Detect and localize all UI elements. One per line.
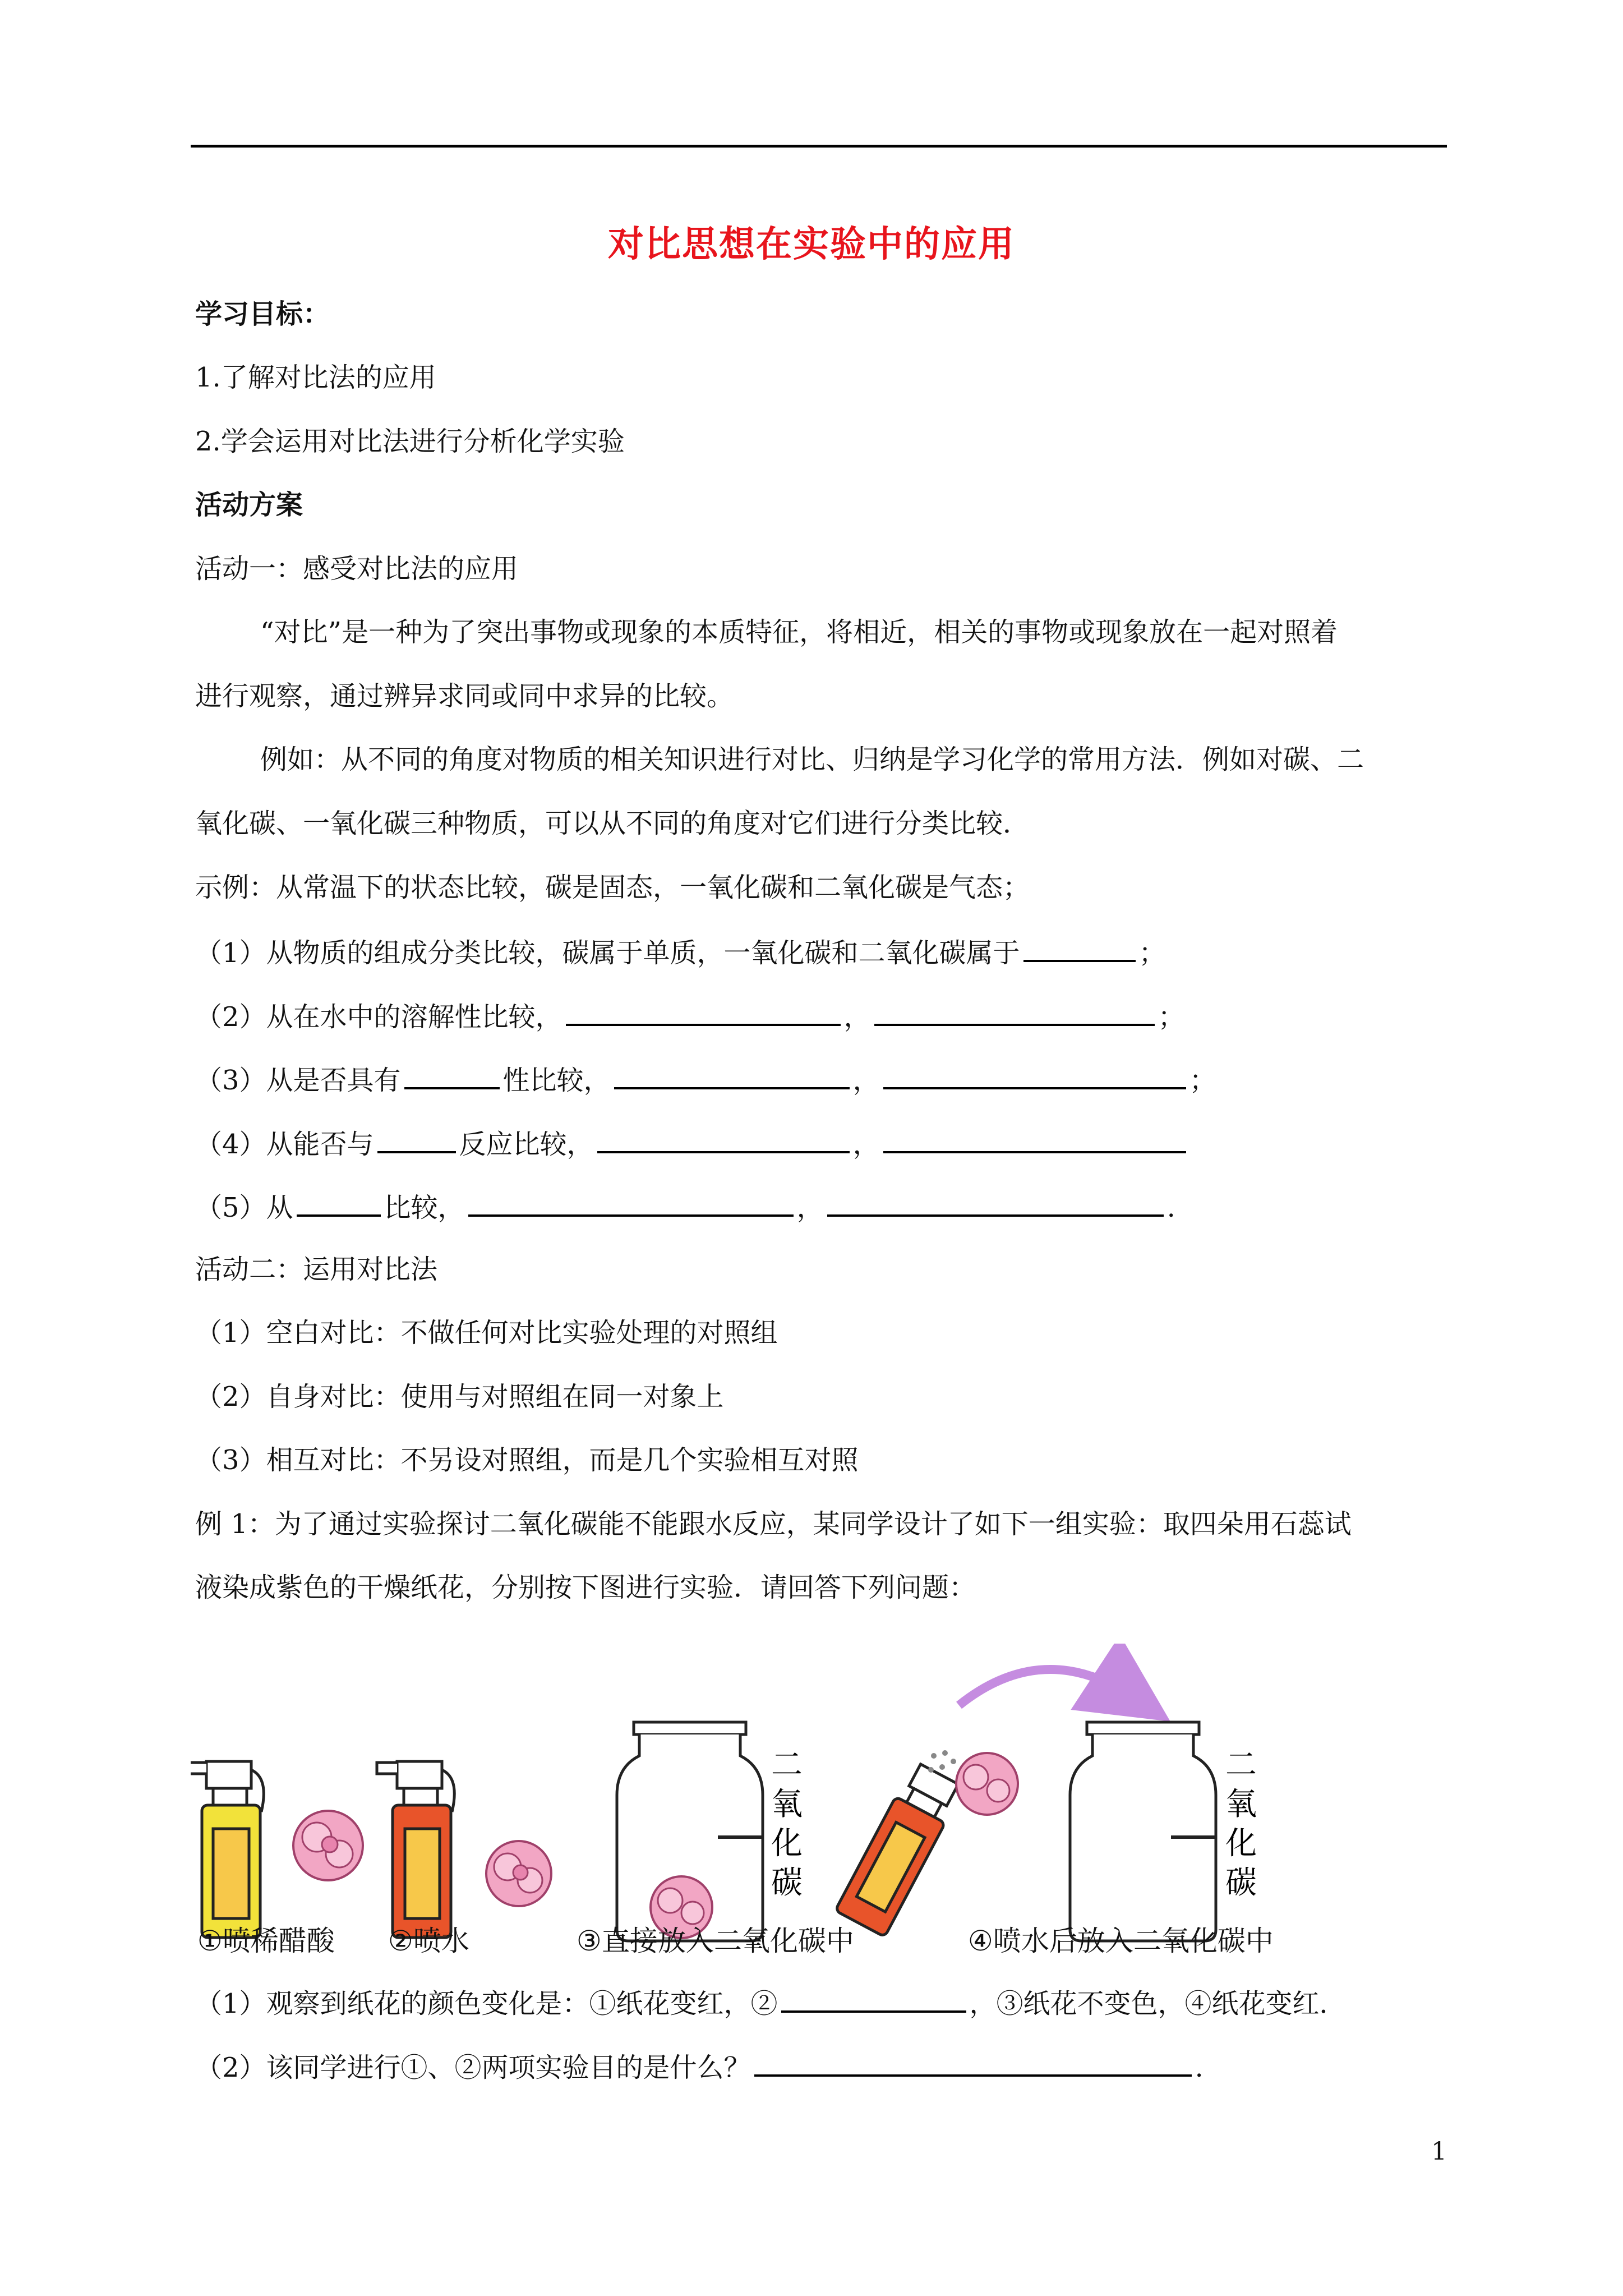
goal-2: 2.学会运用对比法进行分析化学实验 (195, 426, 625, 457)
q3-comma: ， (852, 1065, 880, 1096)
q4-blank-reactant[interactable] (377, 1125, 456, 1153)
transfer-arrow-icon (959, 1669, 1133, 1705)
activity1-example: 示例：从常温下的状态比较，碳是固态，一氧化碳和二氧化碳是气态； (195, 872, 1030, 903)
question-1-blank[interactable] (781, 1985, 966, 2013)
q5-blank-1[interactable] (468, 1189, 794, 1217)
caption-2: ②喷水 (388, 1925, 469, 1957)
q1-blank[interactable] (1023, 934, 1136, 962)
question-1 (195, 1985, 1347, 2021)
caption-3: ③直接放入二氧化碳中 (577, 1925, 854, 1957)
q5-text-b: 比较， (384, 1192, 465, 1223)
experiment-figure (191, 1644, 1335, 1963)
spray-mist-icon (928, 1750, 956, 1773)
activity1-q5 (195, 1189, 1175, 1225)
gas-label-jar3-1: 二 (771, 1747, 803, 1783)
header-rule (191, 145, 1447, 148)
activity1-heading: 活动一：感受对比法的应用 (195, 553, 519, 585)
activity2-item-3: （3）相互对比：不另设对照组，而是几个实验相互对照 (195, 1444, 859, 1476)
spray-bottle-tilted-icon (835, 1761, 964, 1937)
gas-label-jar4-4: 碳 (1225, 1865, 1257, 1901)
paper-flower-1-icon (293, 1811, 363, 1880)
q2-blank-1[interactable] (566, 998, 841, 1026)
q5-blank-2[interactable] (827, 1189, 1164, 1217)
activity1-para1-line1: “对比”是一种为了突出事物或现象的本质特征，将相近，相关的事物或现象放在一起对照着 (260, 616, 1338, 648)
activity2-heading: 活动二：运用对比法 (195, 1254, 438, 1285)
gas-label-jar4-1: 二 (1225, 1747, 1257, 1783)
question-1-text-a: （1）观察到纸花的颜色变化是：①纸花变红，② (195, 1988, 778, 2019)
activity1-para1-line2: 进行观察，通过辨异求同或同中求异的比较。 (195, 680, 734, 712)
q3-blank-1[interactable] (614, 1061, 850, 1089)
q4-text-b: 反应比较， (459, 1129, 594, 1160)
q1-semicolon: ； (1138, 937, 1166, 969)
page-number: 1 (1431, 2137, 1447, 2166)
q5-period: . (1166, 1192, 1175, 1223)
gas-jar-4-icon (1070, 1722, 1216, 1941)
spray-bottle-red-icon (377, 1761, 454, 1938)
question-2 (195, 2049, 1204, 2085)
activity2-item-1: （1）空白对比：不做任何对比实验处理的对照组 (195, 1317, 778, 1349)
gas-label-jar4-2: 氧 (1225, 1786, 1257, 1823)
activity1-para2-line1: 例如：从不同的角度对物质的相关知识进行对比、归纳是学习化学的常用方法．例如对碳、二 (260, 744, 1364, 775)
q3-semicolon: ； (1189, 1065, 1216, 1096)
question-2-blank[interactable] (754, 2049, 1192, 2077)
gas-label-jar4-3: 化 (1225, 1825, 1257, 1862)
q2-semicolon: ； (1158, 1001, 1185, 1033)
q2-text: （2）从在水中的溶解性比较， (195, 1001, 562, 1033)
q5-blank-aspect[interactable] (297, 1189, 381, 1217)
question-2-end: . (1195, 2052, 1204, 2083)
q4-comma: ， (852, 1129, 880, 1160)
activity1-q4 (195, 1125, 1189, 1161)
example1-line2: 液染成紫色的干燥纸花，分别按下图进行实验．请回答下列问题： (195, 1572, 976, 1603)
q5-text-a: （5）从 (195, 1192, 293, 1223)
question-1-text-b: ，③纸花不变色，④纸花变红． (969, 1988, 1347, 2019)
q3-blank-2[interactable] (883, 1061, 1186, 1089)
activity1-para2-line2: 氧化碳、一氧化碳三种物质，可以从不同的角度对它们进行分类比较． (195, 808, 1030, 839)
gas-label-jar3-3: 化 (771, 1825, 803, 1862)
spray-bottle-yellow-icon (191, 1761, 264, 1938)
q3-text-a: （3）从是否具有 (195, 1065, 401, 1096)
activity1-q1 (195, 934, 1166, 970)
q4-text-a: （4）从能否与 (195, 1129, 374, 1160)
activity1-q3 (195, 1061, 1216, 1097)
question-2-text: （2）该同学进行①、②两项实验目的是什么？ (195, 2052, 751, 2083)
caption-4: ④喷水后放入二氧化碳中 (968, 1925, 1274, 1957)
q4-blank-2[interactable] (883, 1125, 1186, 1153)
gas-label-jar3-4: 碳 (771, 1865, 803, 1901)
plan-heading: 活动方案 (195, 489, 303, 521)
example1-line1: 例 1：为了通过实验探讨二氧化碳能不能跟水反应，某同学设计了如下一组实验：取四朵用石蕊试 (195, 1508, 1352, 1540)
gas-label-jar3-2: 氧 (771, 1786, 803, 1823)
paper-flower-4-icon (956, 1753, 1018, 1815)
q1-text: （1）从物质的组成分类比较，碳属于单质，一氧化碳和二氧化碳属于 (195, 937, 1020, 969)
q5-comma: ， (796, 1192, 824, 1223)
q4-blank-1[interactable] (597, 1125, 850, 1153)
paper-flower-2-icon (486, 1841, 551, 1906)
goal-1: 1.了解对比法的应用 (195, 362, 436, 393)
q2-comma: ， (843, 1001, 871, 1033)
q2-blank-2[interactable] (874, 998, 1155, 1026)
activity1-q2 (195, 998, 1185, 1034)
q3-blank-property[interactable] (404, 1061, 500, 1089)
caption-1: ①喷稀醋酸 (197, 1925, 335, 1957)
page-title: 对比思想在实验中的应用 (608, 223, 1015, 265)
goals-heading: 学习目标： (195, 298, 330, 330)
activity2-item-2: （2）自身对比：使用与对照组在同一对象上 (195, 1381, 724, 1412)
q3-text-b: 性比较， (502, 1065, 611, 1096)
